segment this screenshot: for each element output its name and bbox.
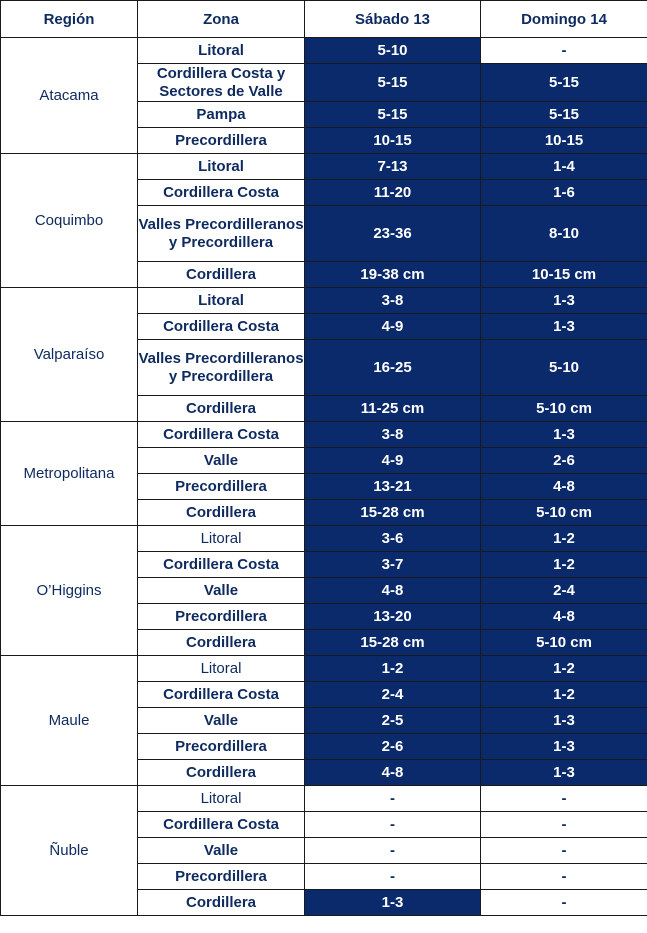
sabado-value: 1-3 [305,890,481,916]
table-row [1,656,647,682]
domingo-value: - [481,890,647,916]
zona-cell: Litoral [138,38,305,64]
sabado-value: 2-4 [305,682,481,708]
domingo-value: 5-10 [481,340,647,396]
zona-cell: Cordillera Costa [138,682,305,708]
zona-cell: Litoral [138,656,305,682]
zona-cell: Precordillera [138,474,305,500]
sabado-value: 13-21 [305,474,481,500]
zona-cell: Litoral [138,288,305,314]
sabado-value: 3-6 [305,526,481,552]
domingo-value: 10-15 [481,128,647,154]
domingo-value: 5-15 [481,64,647,102]
zona-cell: Litoral [138,154,305,180]
sabado-value: - [305,838,481,864]
domingo-value: 1-3 [481,314,647,340]
zona-cell: Cordillera [138,500,305,526]
zona-cell: Precordillera [138,128,305,154]
domingo-value: 8-10 [481,206,647,262]
sabado-value: 4-8 [305,578,481,604]
sabado-value: 1-2 [305,656,481,682]
zona-cell: Cordillera Costa y Sectores de Valle [138,64,305,102]
sabado-value: 3-8 [305,422,481,448]
zona-cell: Valles Precordilleranos y Precordillera [138,206,305,262]
domingo-value: 5-15 [481,102,647,128]
domingo-value: 1-3 [481,288,647,314]
header-zona: Zona [138,1,305,38]
region-cell: Metropolitana [1,422,138,526]
zona-cell: Cordillera [138,396,305,422]
table-row [1,154,647,180]
sabado-value: 5-15 [305,102,481,128]
domingo-value: - [481,838,647,864]
zona-cell: Litoral [138,526,305,552]
zona-cell: Cordillera [138,760,305,786]
domingo-value: 1-2 [481,552,647,578]
sabado-value: 11-20 [305,180,481,206]
sabado-value: - [305,864,481,890]
zona-cell: Valle [138,448,305,474]
zona-cell: Cordillera Costa [138,180,305,206]
zona-cell: Cordillera [138,262,305,288]
header-row [1,1,647,38]
zona-cell: Cordillera Costa [138,422,305,448]
zona-cell: Valles Precordilleranos y Precordillera [138,340,305,396]
region-cell: Coquimbo [1,154,138,288]
sabado-value: - [305,812,481,838]
domingo-value: 1-3 [481,760,647,786]
domingo-value: 10-15 cm [481,262,647,288]
sabado-value: 2-6 [305,734,481,760]
domingo-value: 1-6 [481,180,647,206]
zona-cell: Cordillera Costa [138,552,305,578]
sabado-value: 5-15 [305,64,481,102]
sabado-value: 2-5 [305,708,481,734]
table-row [1,288,647,314]
zona-cell: Valle [138,578,305,604]
zona-cell: Precordillera [138,734,305,760]
region-cell: Valparaíso [1,288,138,422]
domingo-value: 1-3 [481,708,647,734]
zona-cell: Precordillera [138,604,305,630]
domingo-value: 5-10 cm [481,630,647,656]
sabado-value: - [305,786,481,812]
domingo-value: 1-2 [481,656,647,682]
sabado-value: 11-25 cm [305,396,481,422]
domingo-value: 5-10 cm [481,396,647,422]
zona-cell: Cordillera Costa [138,812,305,838]
sabado-value: 5-10 [305,38,481,64]
domingo-value: 1-2 [481,526,647,552]
sabado-value: 4-8 [305,760,481,786]
zona-cell: Cordillera Costa [138,314,305,340]
sabado-value: 3-7 [305,552,481,578]
sabado-value: 19-38 cm [305,262,481,288]
domingo-value: - [481,786,647,812]
sabado-value: 16-25 [305,340,481,396]
domingo-value: 4-8 [481,604,647,630]
region-cell: Maule [1,656,138,786]
header-sabado: Sábado 13 [305,1,481,38]
domingo-value: 1-3 [481,422,647,448]
header-region: Región [1,1,138,38]
domingo-value: 1-4 [481,154,647,180]
zona-cell: Litoral [138,786,305,812]
header-domingo: Domingo 14 [481,1,647,38]
zona-cell: Cordillera [138,890,305,916]
table-body [1,38,647,916]
zona-cell: Precordillera [138,864,305,890]
sabado-value: 23-36 [305,206,481,262]
sabado-value: 15-28 cm [305,630,481,656]
sabado-value: 7-13 [305,154,481,180]
region-cell: Ñuble [1,786,138,916]
domingo-value: 1-2 [481,682,647,708]
zona-cell: Pampa [138,102,305,128]
sabado-value: 13-20 [305,604,481,630]
sabado-value: 4-9 [305,448,481,474]
region-cell: O’Higgins [1,526,138,656]
table-row [1,38,647,64]
zona-cell: Cordillera [138,630,305,656]
table-row [1,422,647,448]
domingo-value: 5-10 cm [481,500,647,526]
sabado-value: 15-28 cm [305,500,481,526]
table-row [1,526,647,552]
domingo-value: - [481,38,647,64]
table-row [1,786,647,812]
domingo-value: - [481,864,647,890]
zona-cell: Valle [138,708,305,734]
domingo-value: 4-8 [481,474,647,500]
domingo-value: 2-4 [481,578,647,604]
sabado-value: 10-15 [305,128,481,154]
region-cell: Atacama [1,38,138,154]
domingo-value: - [481,812,647,838]
sabado-value: 4-9 [305,314,481,340]
zona-cell: Valle [138,838,305,864]
domingo-value: 1-3 [481,734,647,760]
sabado-value: 3-8 [305,288,481,314]
domingo-value: 2-6 [481,448,647,474]
